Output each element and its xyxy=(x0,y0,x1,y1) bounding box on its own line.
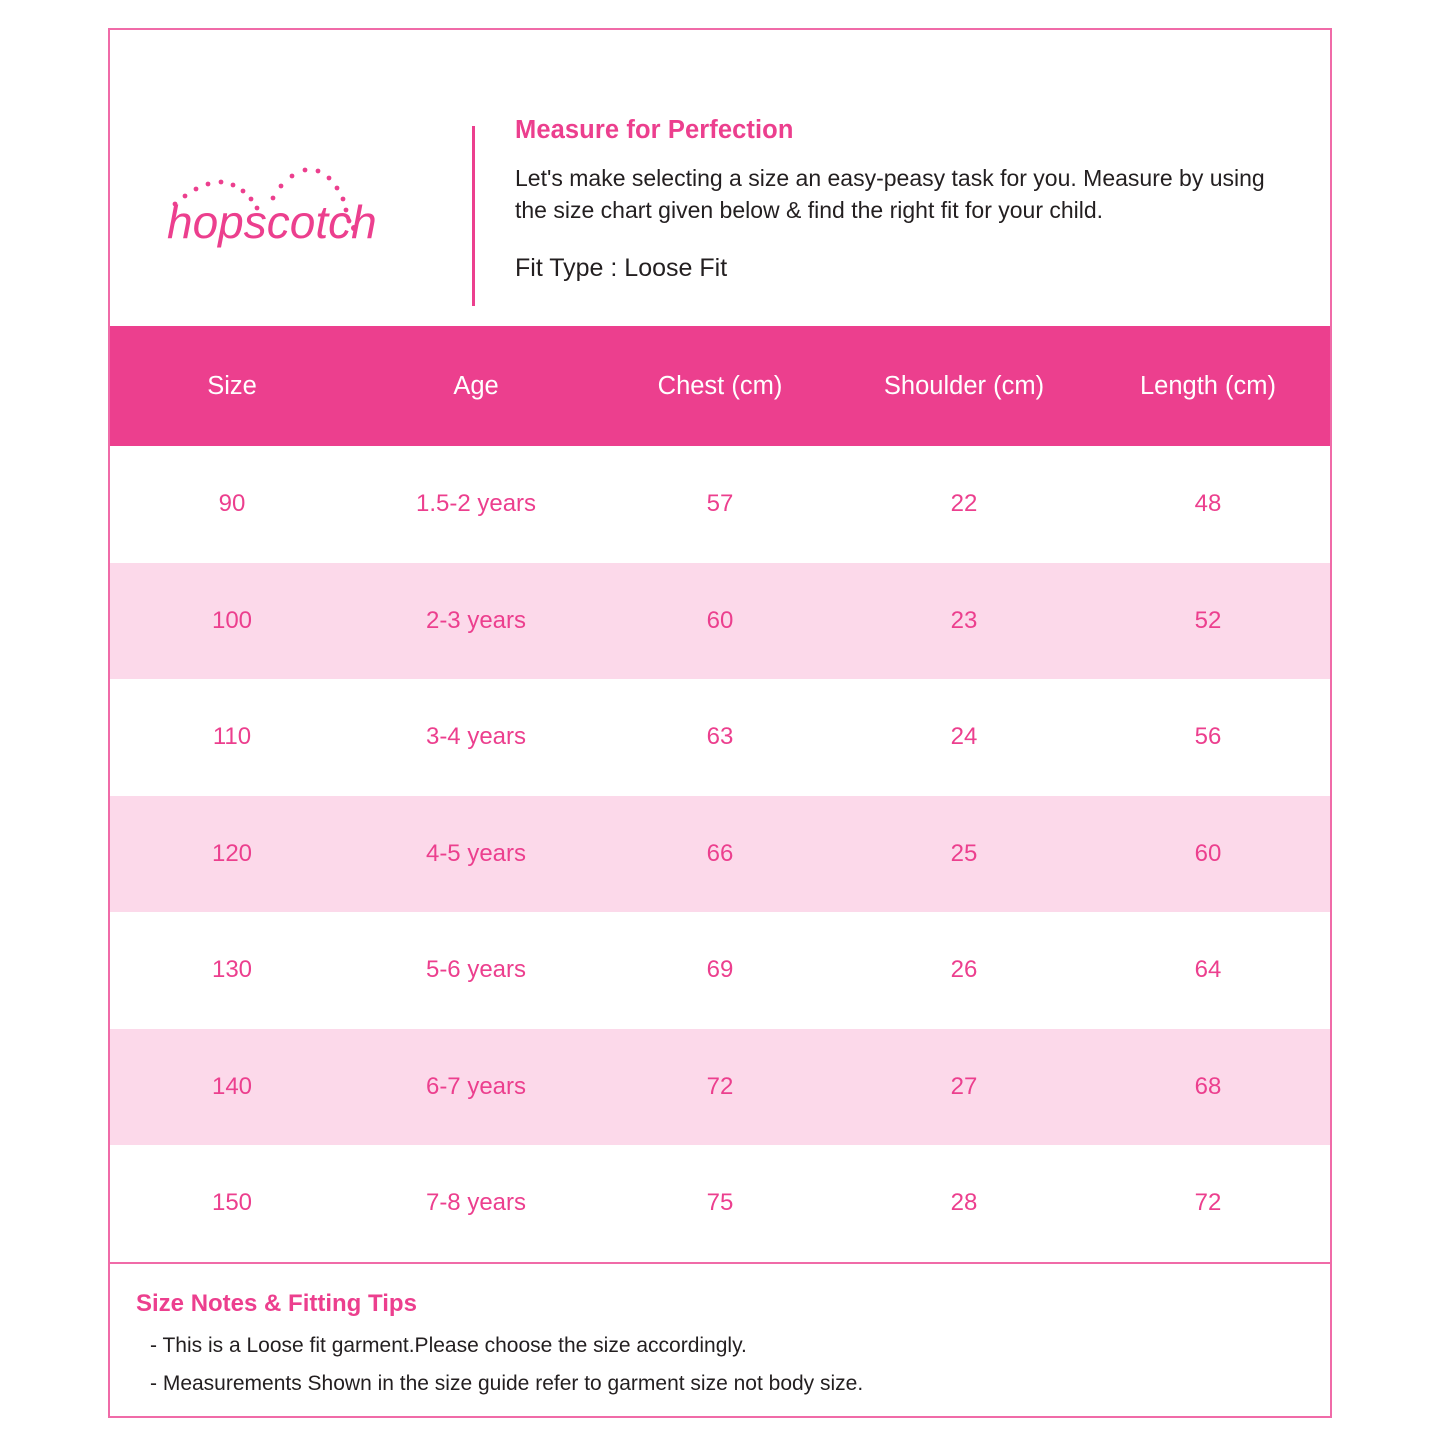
cell-size: 90 xyxy=(218,490,246,518)
cell-chest: 57 xyxy=(706,490,734,518)
cell-shoulder: 24 xyxy=(950,723,978,751)
size-table xyxy=(110,326,1330,1262)
column-header-length: Length (cm) xyxy=(1086,326,1330,446)
cell-length: 60 xyxy=(1086,796,1330,913)
column-header-shoulder: Shoulder (cm) xyxy=(842,326,1086,446)
cell-size: 140 xyxy=(110,1029,354,1146)
cell-chest: 69 xyxy=(706,956,734,984)
table-body xyxy=(110,446,1330,1262)
notes-section xyxy=(110,1262,1330,1414)
note-line: - This is a Loose fit garment.Please choose the size accordingly. xyxy=(150,1333,747,1357)
cell-length: 56 xyxy=(1194,723,1222,751)
table-header-row xyxy=(110,326,1330,446)
cell-age: 5-6 years xyxy=(425,956,527,984)
cell-chest: 75 xyxy=(706,1189,734,1217)
cell-age: 6-7 years xyxy=(354,1029,598,1146)
header xyxy=(110,30,1330,326)
cell-age: 4-5 years xyxy=(354,796,598,913)
cell-size: 150 xyxy=(211,1189,253,1217)
cell-shoulder: 22 xyxy=(950,490,978,518)
cell-length: 72 xyxy=(1194,1189,1222,1217)
size-chart-card xyxy=(108,28,1332,1418)
table-row xyxy=(110,1029,1330,1146)
cell-size: 130 xyxy=(211,956,253,984)
cell-chest: 60 xyxy=(598,563,842,680)
column-header-size: Size xyxy=(110,326,354,446)
cell-length: 52 xyxy=(1086,563,1330,680)
cell-chest: 66 xyxy=(598,796,842,913)
table-row xyxy=(110,446,1330,563)
cell-shoulder: 28 xyxy=(950,1189,978,1217)
note-line: - Measurements Shown in the size guide refer to garment size not body size. xyxy=(150,1371,864,1395)
cell-size: 100 xyxy=(110,563,354,680)
cell-chest: 63 xyxy=(706,723,734,751)
cell-age: 2-3 years xyxy=(354,563,598,680)
table-row xyxy=(110,563,1330,680)
cell-length: 48 xyxy=(1194,490,1222,518)
header-text xyxy=(475,78,1275,283)
column-header-chest: Chest (cm) xyxy=(598,326,842,446)
cell-shoulder: 23 xyxy=(842,563,1086,680)
brand-logo xyxy=(110,78,472,248)
svg-text:hopscotch: hopscotch xyxy=(167,196,377,248)
cell-size: 120 xyxy=(110,796,354,913)
cell-length: 64 xyxy=(1194,956,1222,984)
cell-chest: 72 xyxy=(598,1029,842,1146)
subline: Let's make selecting a size an easy-peasy task for you. Measure by using the size chart given below & find the right fit for your child. xyxy=(515,165,1265,223)
table-head xyxy=(110,326,1330,446)
headline: Measure for Perfection xyxy=(515,116,794,144)
cell-shoulder: 26 xyxy=(950,956,978,984)
notes-title: Size Notes & Fitting Tips xyxy=(136,1289,417,1317)
cell-shoulder: 25 xyxy=(842,796,1086,913)
table-row xyxy=(110,796,1330,913)
fit-type: Fit Type : Loose Fit xyxy=(515,254,728,283)
table-row xyxy=(110,1145,1330,1262)
cell-age: 3-4 years xyxy=(425,723,527,751)
cell-age: 7-8 years xyxy=(425,1189,527,1217)
cell-age: 1.5-2 years xyxy=(415,490,537,518)
column-header-age: Age xyxy=(354,326,598,446)
table-row xyxy=(110,912,1330,1029)
table-row xyxy=(110,679,1330,796)
hopscotch-logo-icon xyxy=(161,138,421,248)
cell-size: 110 xyxy=(212,723,252,751)
cell-shoulder: 27 xyxy=(842,1029,1086,1146)
cell-length: 68 xyxy=(1086,1029,1330,1146)
